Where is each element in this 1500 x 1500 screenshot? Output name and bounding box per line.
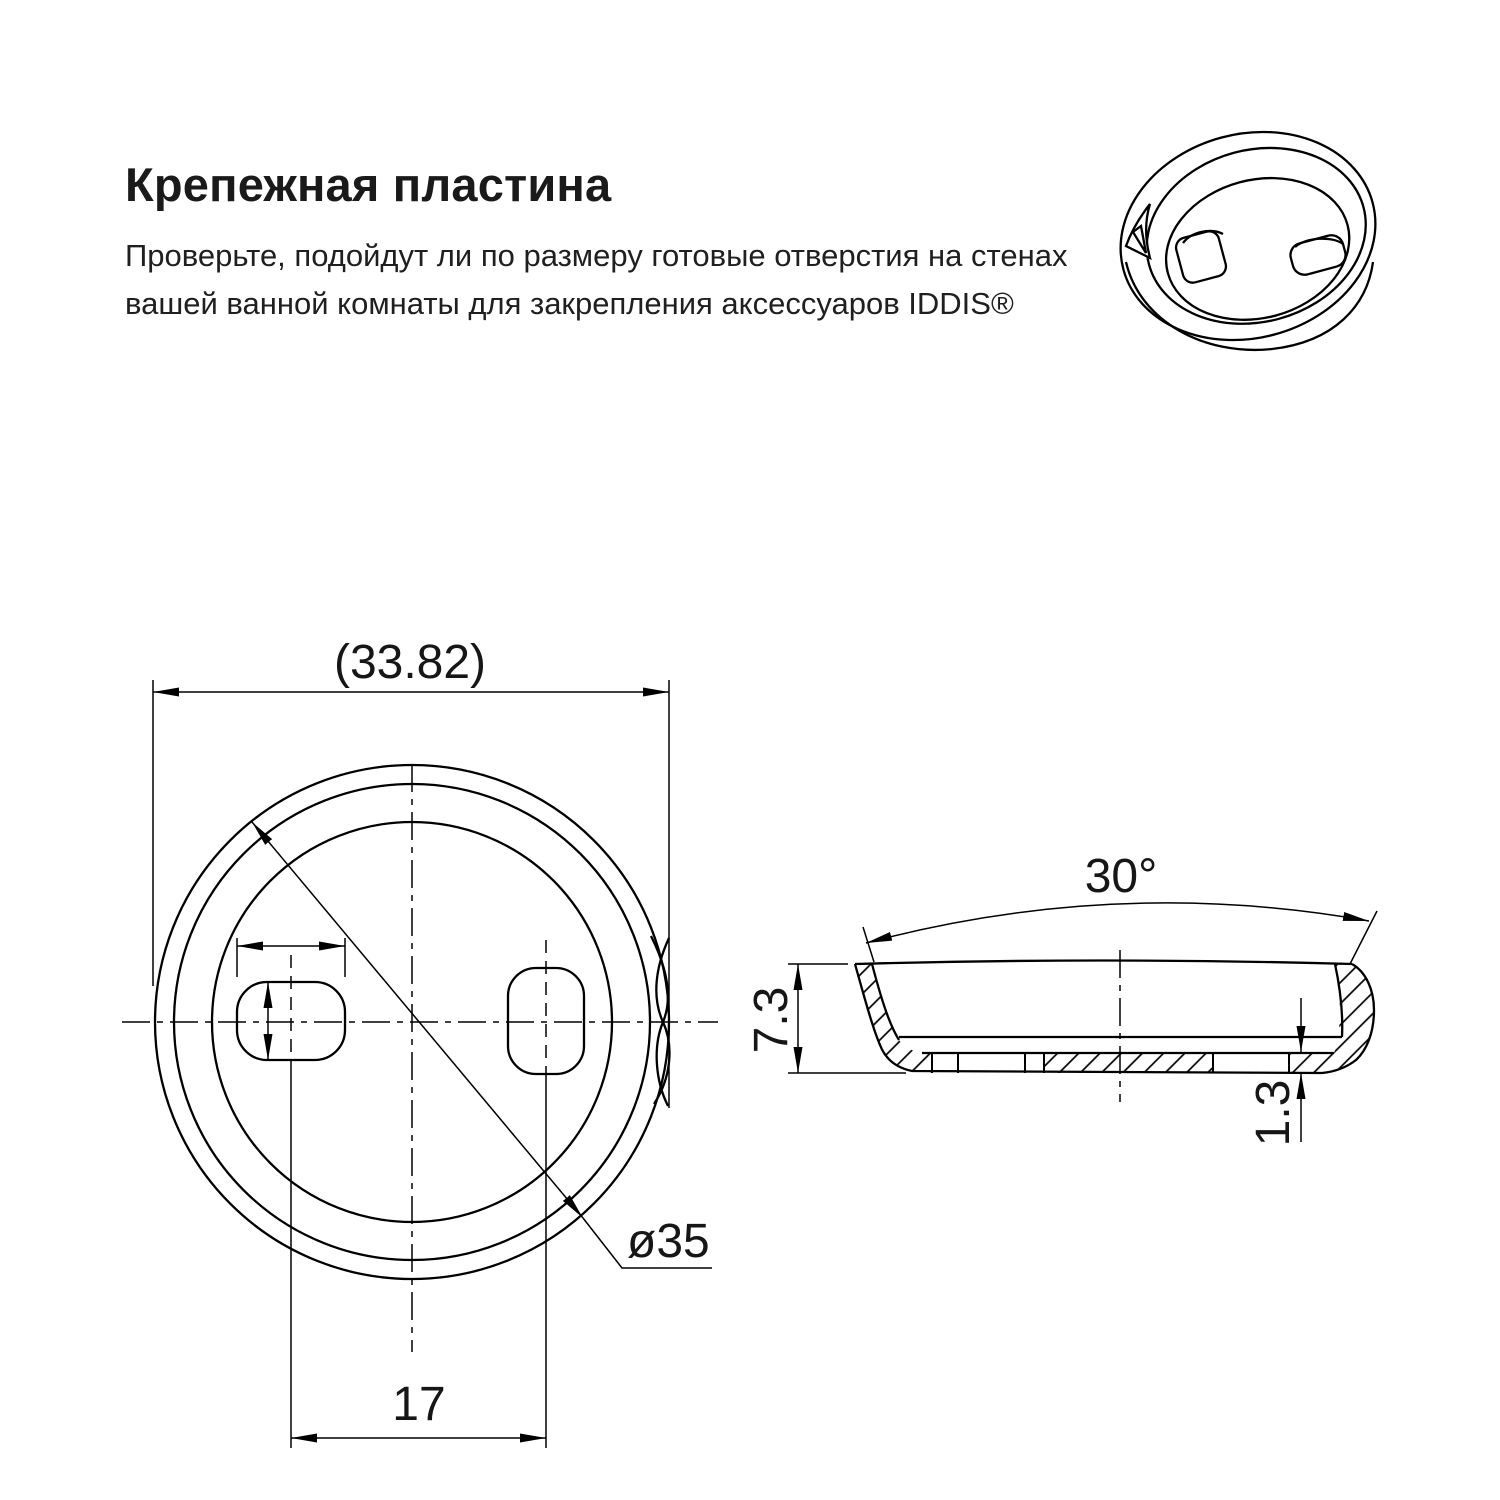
side-view-drawing xyxy=(745,850,1377,1146)
dim-overall-width xyxy=(153,636,669,1108)
iso-right-slot-depth xyxy=(1295,239,1343,247)
dim-hole-spacing xyxy=(291,1378,546,1438)
iso-rim-opening xyxy=(1127,124,1386,348)
iso-floor xyxy=(1150,158,1365,339)
iso-view-drawing xyxy=(1097,104,1399,368)
dim-overall-width-label: (33.82) xyxy=(333,636,487,689)
subtitle-line-2: вашей ванной комнаты для закрепления аксессуаров IDDIS® xyxy=(125,286,1014,321)
dim-height-label: 7.3 xyxy=(745,986,798,1054)
front-view-drawing xyxy=(122,636,718,1448)
side-left-wall-hatch xyxy=(855,964,932,1073)
side-top-edge xyxy=(855,961,1352,965)
subtitle-line-1: Проверьте, подойдут ли по размеру готовые отверстия на стенах xyxy=(125,238,1068,273)
dim-angle-label: 30° xyxy=(1084,850,1158,903)
page-title: Крепежная пластина xyxy=(125,158,612,212)
dim-angle xyxy=(863,850,1377,964)
iso-left-slot xyxy=(1174,229,1228,285)
side-bottom-hatch xyxy=(1044,1053,1213,1073)
dim-diameter-label: ø35 xyxy=(627,1215,710,1268)
dim-thickness-label: 1.3 xyxy=(1247,1079,1300,1147)
dim-hole-spacing-label: 17 xyxy=(392,1378,446,1431)
